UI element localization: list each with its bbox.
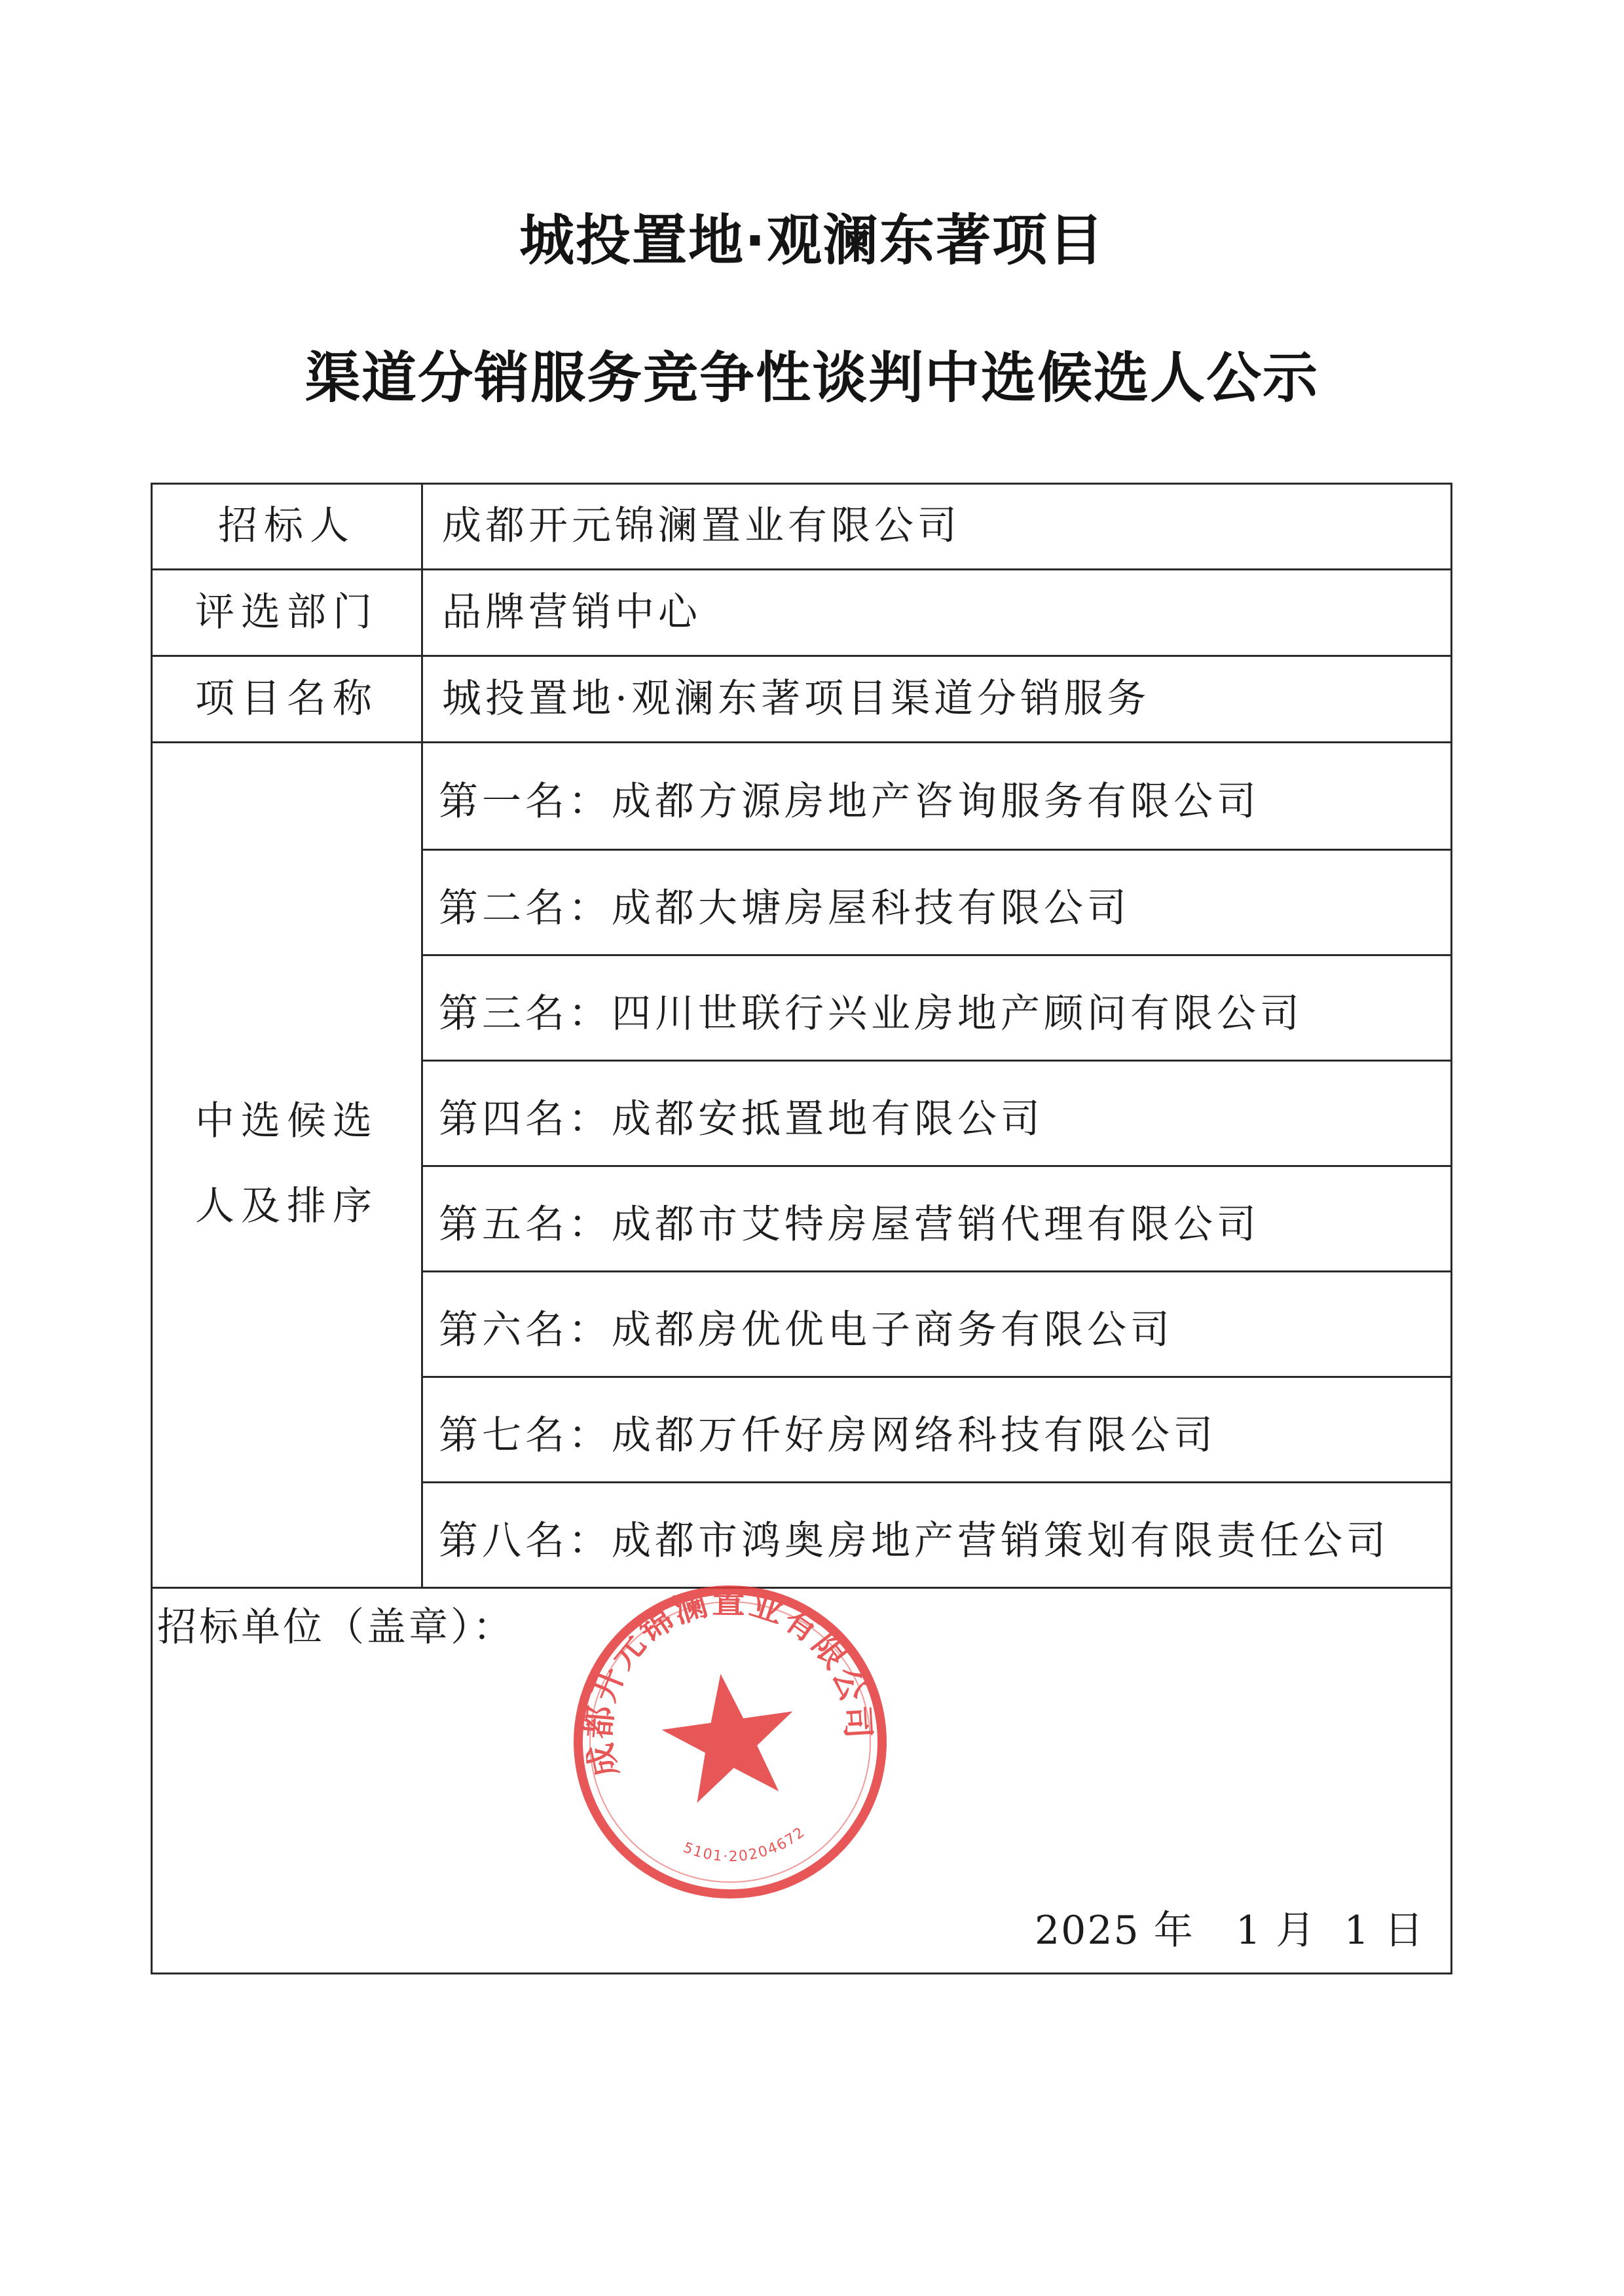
candidate-divider xyxy=(421,954,1452,956)
seal-code-text: 5101·20204672 xyxy=(680,1823,809,1866)
candidate-divider xyxy=(421,1481,1452,1483)
project-name-value: 城投置地·观澜东著项目渠道分销服务 xyxy=(442,676,1151,722)
table-border-bottom xyxy=(151,1972,1452,1974)
document-title-line1: 城投置地·观澜东著项目 xyxy=(519,208,1105,272)
tenderer-label: 招标人 xyxy=(218,503,356,549)
candidate-rank-4: 第四名：成都安抵置地有限公司 xyxy=(439,1096,1044,1142)
row-divider xyxy=(151,655,1452,657)
row-divider xyxy=(151,568,1452,570)
table-border-top xyxy=(151,483,1452,485)
candidate-divider xyxy=(421,1270,1452,1272)
candidates-label-line1: 中选候选 xyxy=(195,1098,378,1144)
seal-label: 招标单位（盖章）： xyxy=(157,1604,515,1650)
candidate-rank-6: 第六名：成都房优优电子商务有限公司 xyxy=(439,1307,1173,1353)
table-border-right xyxy=(1450,483,1452,1974)
department-value: 品牌营销中心 xyxy=(442,589,701,635)
candidates-label-line2: 人及排序 xyxy=(195,1183,378,1229)
candidate-rank-2: 第二名：成都大塘房屋科技有限公司 xyxy=(439,885,1130,931)
seal-star-icon xyxy=(655,1665,803,1806)
candidate-divider xyxy=(421,1060,1452,1062)
department-label: 评选部门 xyxy=(195,589,378,635)
announcement-date: 2025 年 1 月 1 日 xyxy=(1035,1908,1425,1953)
candidate-rank-5: 第五名：成都市艾特房屋营销代理有限公司 xyxy=(439,1202,1260,1248)
candidate-divider xyxy=(421,1376,1452,1378)
candidate-rank-3: 第三名：四川世联行兴业房地产顾问有限公司 xyxy=(439,991,1303,1037)
candidate-rank-7: 第七名：成都万仟好房网络科技有限公司 xyxy=(439,1413,1217,1458)
candidate-divider xyxy=(421,849,1452,851)
official-seal-stamp xyxy=(549,1561,911,1923)
column-divider xyxy=(421,483,423,1589)
seal-company-text: 成都开元锦澜置业有限公司 xyxy=(580,1582,877,1781)
candidate-divider xyxy=(421,1165,1452,1167)
candidate-rank-1: 第一名：成都方源房地产咨询服务有限公司 xyxy=(439,779,1260,824)
row-divider xyxy=(151,741,1452,743)
document-title-line2: 渠道分销服务竞争性谈判中选候选人公示 xyxy=(304,346,1319,410)
tenderer-value: 成都开元锦澜置业有限公司 xyxy=(442,503,961,549)
candidate-rank-8: 第八名：成都市鸿奥房地产营销策划有限责任公司 xyxy=(439,1518,1390,1564)
project-name-label: 项目名称 xyxy=(195,676,378,722)
